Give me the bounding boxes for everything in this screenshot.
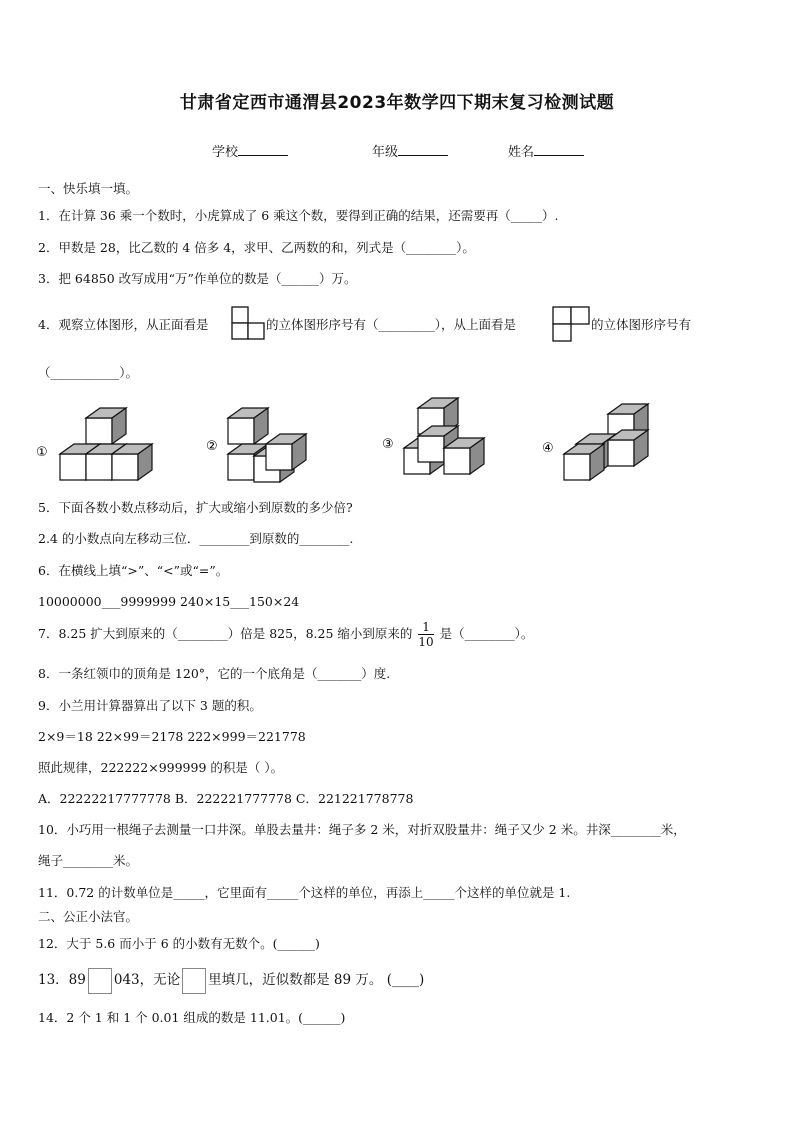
question-9a: 2×9＝18 22×99＝2178 222×999＝221778 [38,729,306,744]
question-4-part-c: 的立体图形序号有 [591,317,692,332]
fraction-one-tenth: $\frac{1}{10}$ [418,620,434,649]
question-12: 12．大于 5.6 而小于 6 的小数有无数个。(______) [38,936,320,951]
figure-2-label: ② [206,439,218,454]
grade-field: 年级 [372,141,448,160]
front-view-icon [231,306,265,342]
section-1-heading: 一、快乐填一填。 [38,181,139,196]
question-11: 11．0.72 的计数单位是_____，它里面有_____个这样的单位，再添上_____个这样的单位就是 1. [38,885,571,900]
question-3: 3．把 64850 改写成用“万”作单位的数是（______）万。 [38,271,357,286]
question-4-part-d: （___________）。 [38,365,139,380]
digit-box[interactable] [88,968,112,994]
figure-4 [542,404,648,480]
question-13: 13．89 043，无论 里填几，近似数都是 89 万。 (____) [38,966,424,994]
question-8: 8．一条红领巾的顶角是 120°，它的一个底角是（_______）度. [38,666,391,681]
section-2-heading: 二、公正小法官。 [38,909,139,924]
question-6: 6．在横线上填“>”、“<”或“=”。 [38,563,229,578]
school-blank[interactable] [238,142,288,156]
figure-3 [382,398,484,474]
question-10a: 10．小巧用一根绳子去测量一口井深。单股去量井：绳子多 2 米，对折双股量井：绳子又少 2 米。井深________米， [38,822,686,837]
question-9b: 照此规律，222222×999999 的积是（ ）。 [38,760,284,775]
name-field: 姓名 [508,141,584,160]
question-7: 7．8.25 扩大到原来的（________）倍是 825，8.25 缩小到原来的 $\frac{1}{10}$ 是（________）。 [38,620,534,649]
question-9c: A．22222217777778 B．222221777778 C．221221778778 [38,791,414,806]
figure-4-label: ④ [542,441,554,456]
question-5a: 2.4 的小数点向左移动三位．________到原数的________. [38,531,354,546]
figure-3-label: ③ [382,437,394,452]
cube-figures [30,392,770,492]
question-9: 9．小兰用计算器算出了以下 3 题的积。 [38,698,262,713]
top-view-icon [552,306,590,342]
page-title: 甘肃省定西市通渭县2023年数学四下期末复习检测试题 [179,93,615,113]
question-4-part-b: 的立体图形序号有（_________），从上面看是 [266,317,517,332]
figure-2 [206,408,306,482]
digit-box-ref [182,968,206,994]
figure-1 [36,408,152,480]
grade-blank[interactable] [398,142,448,156]
question-1: 1．在计算 36 乘一个数时，小虎算成了 6 乘这个数，要得到正确的结果，还需要再（_____）. [38,208,559,223]
question-4-part-a: 4．观察立体图形，从正面看是 [38,317,209,332]
school-field: 学校 [212,141,288,160]
name-blank[interactable] [534,142,584,156]
question-10b: 绳子________米。 [38,853,139,868]
question-6a: 10000000___9999999 240×15___150×24 [38,594,300,609]
question-2: 2．甲数是 28，比乙数的 4 倍多 4，求甲、乙两数的和，列式是（________）。 [38,240,475,255]
question-14: 14．2 个 1 和 1 个 0.01 组成的数是 11.01。(______) [38,1010,346,1025]
figure-1-label: ① [36,445,48,460]
question-5: 5．下面各数小数点移动后，扩大或缩小到原数的多少倍? [38,500,353,515]
